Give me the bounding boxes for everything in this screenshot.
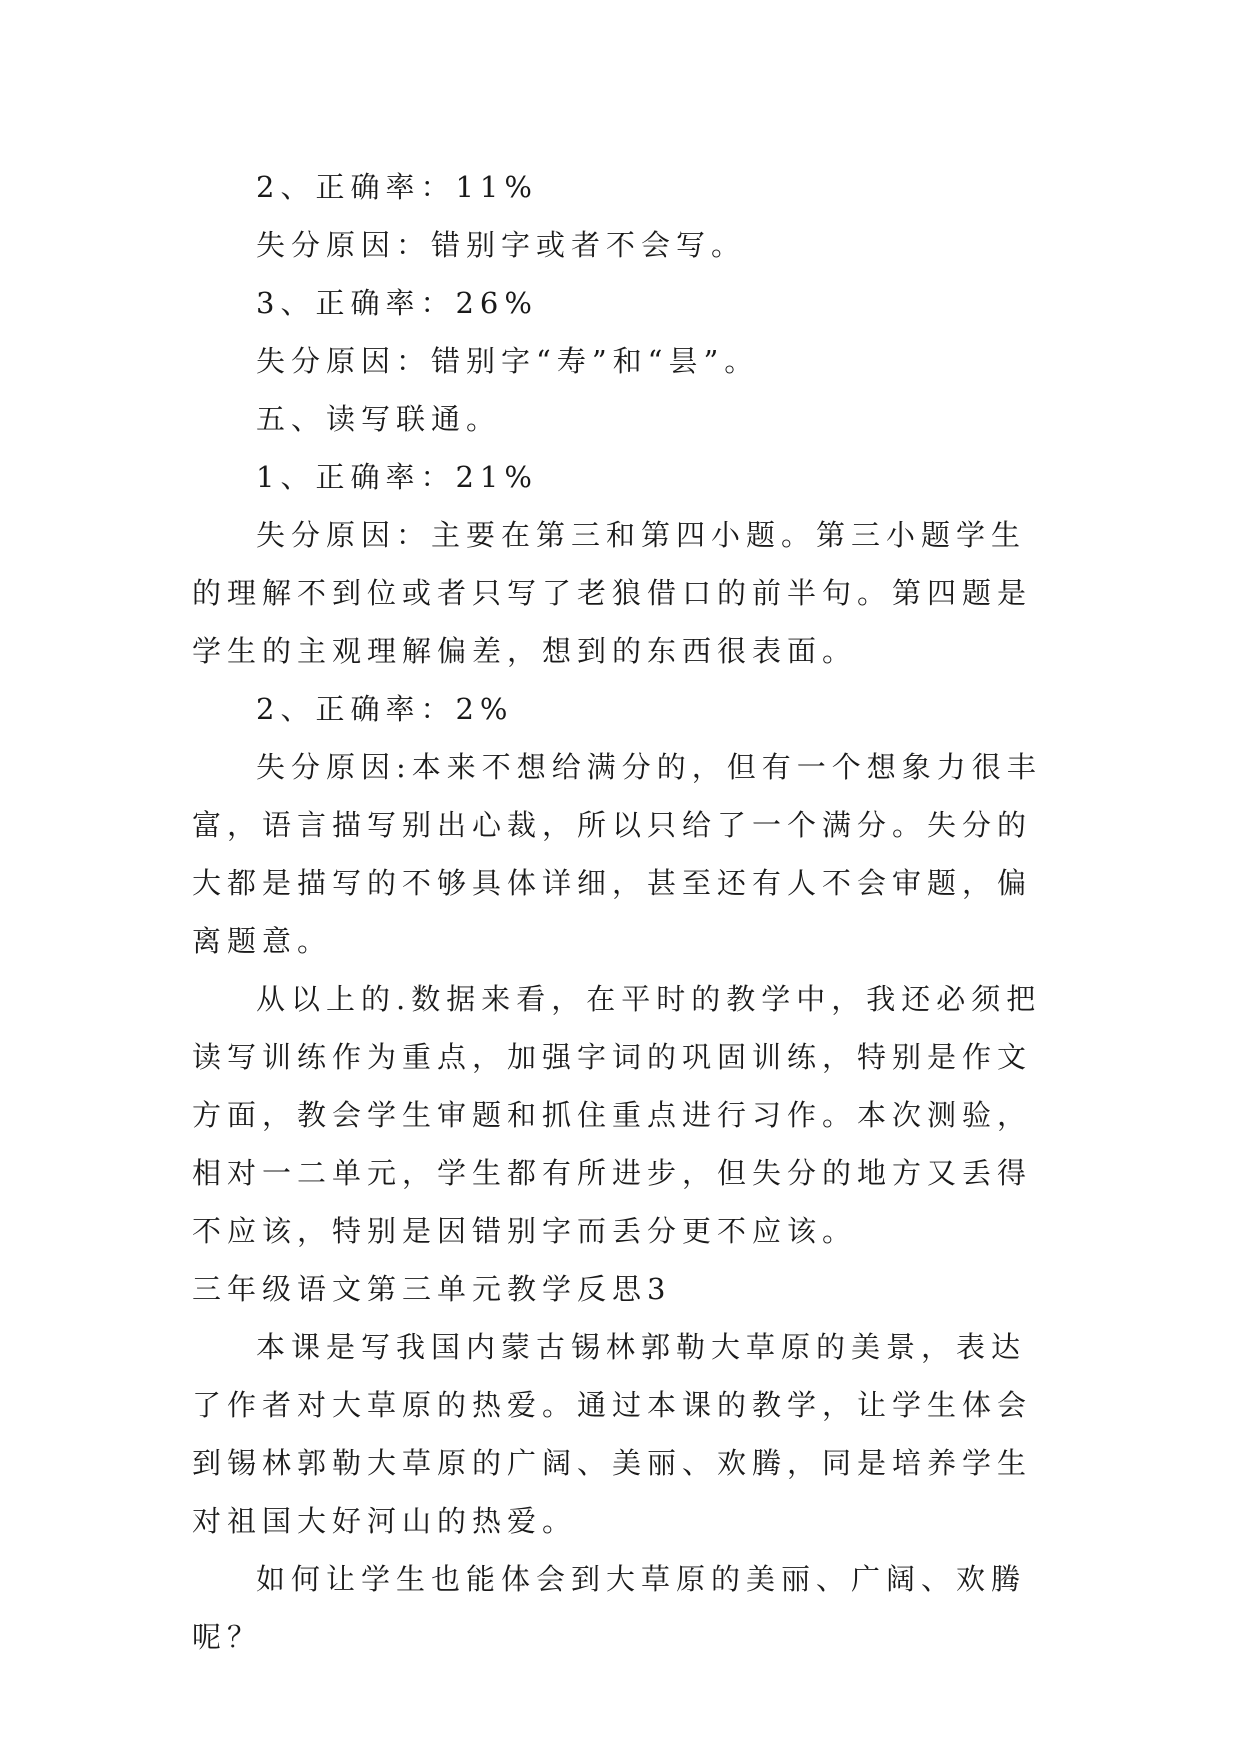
section-heading: 三年级语文第三单元教学反思3 — [192, 1272, 672, 1306]
document-body — [192, 158, 1052, 1666]
paragraph: 失分原因：主要在第三和第四小题。第三小题学生的理解不到位或者只写了老狼借口的前半句。第四题是学生的主观理解偏差，想到的东西很表面。 — [192, 518, 1033, 668]
paragraph: 本课是写我国内蒙古锡林郭勒大草原的美景，表达了作者对大草原的热爱。通过本课的教学，让学生体会到锡林郭勒大草原的广阔、美丽、欢腾，同是培养学生对祖国大好河山的热爱。 — [192, 1330, 1033, 1538]
paragraph: 如何让学生也能体会到大草原的美丽、广阔、欢腾呢？ — [192, 1562, 1027, 1654]
paragraph: 1、正确率：21% — [256, 460, 538, 494]
paragraph: 2、正确率：11% — [256, 170, 538, 204]
paragraph: 失分原因：错别字“寿”和“昙”。 — [256, 344, 760, 378]
paragraph: 从以上的.数据来看，在平时的教学中，我还必须把读写训练作为重点，加强字词的巩固训练，特别是作文方面，教会学生审题和抓住重点进行习作。本次测验，相对一二单元，学生都有所进步，但失分的地方又丢得不应该，特别是因错别字而丢分更不应该。 — [192, 982, 1042, 1248]
paragraph: 2、正确率：2% — [256, 692, 514, 726]
paragraph: 失分原因:本来不想给满分的，但有一个想象力很丰富，语言描写别出心裁，所以只给了一个满分。失分的大都是描写的不够具体详细，甚至还有人不会审题，偏离题意。 — [192, 750, 1042, 958]
paragraph: 3、正确率：26% — [256, 286, 538, 320]
paragraph: 失分原因：错别字或者不会写。 — [256, 228, 747, 262]
paragraph: 五、读写联通。 — [256, 402, 502, 436]
